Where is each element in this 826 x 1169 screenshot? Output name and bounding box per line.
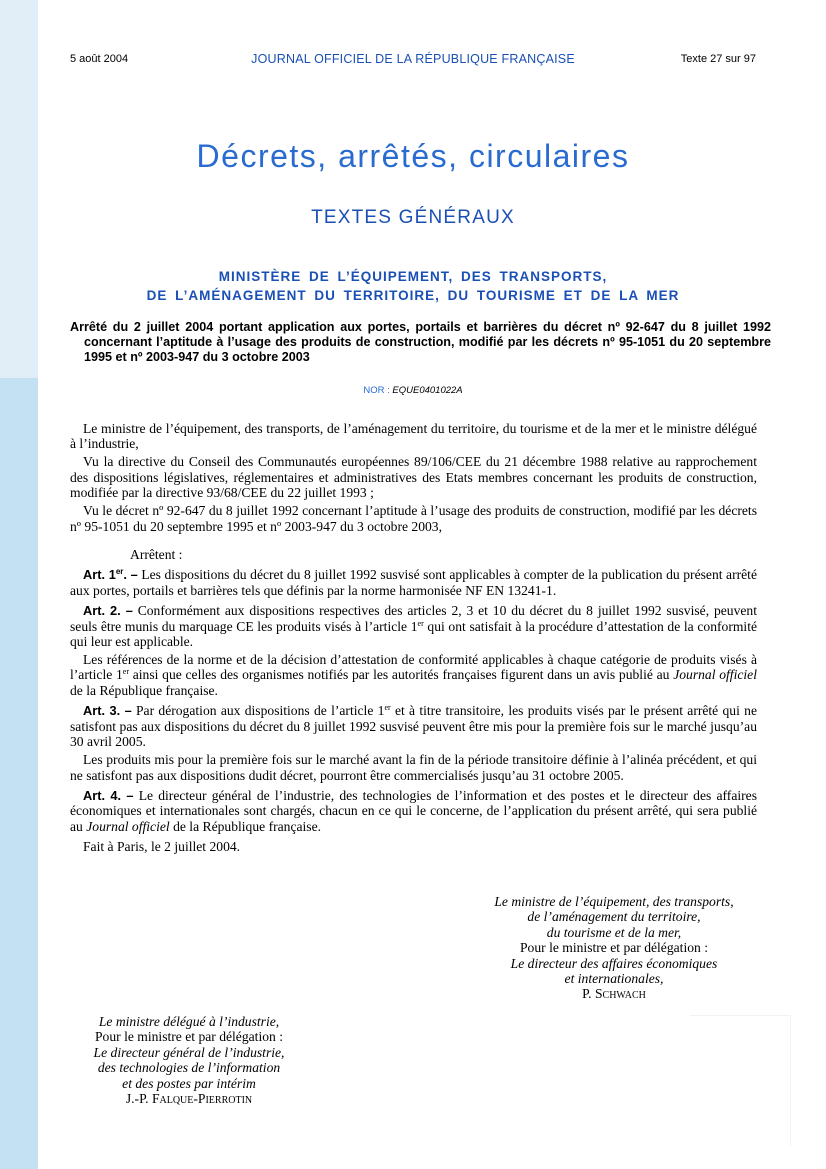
preamble-paragraph: Vu le décret nº 92-647 du 8 juillet 1992 concernant l’aptitude à l’usage des produits de construction, modifié par les décrets nº 95-1051 du 20 septembre 1995 et nº 2003-947 du 3 octobre 2003, (70, 503, 757, 534)
nor-label: NOR : (363, 385, 390, 396)
header-journal-title: JOURNAL OFFICIEL DE LA RÉPUBLIQUE FRANÇAISE (251, 52, 575, 66)
preamble-paragraph: Vu la directive du Conseil des Communautés européennes 89/106/CEE du 21 décembre 1988 relative au rapprochement des dispositions législatives, réglementaires et administratives des Etats membres concernant les produits de construction, modifiée par la directive 93/68/CEE du 22 juillet 1993 ; (70, 454, 757, 501)
signatory-name: P. Schwach (582, 986, 646, 1002)
fait-a-paris: Fait à Paris, le 2 juillet 2004. (83, 839, 241, 855)
article-4-label: Art. 4. – (83, 787, 134, 803)
signature-block-right: Le ministre de l’équipement, des transports, de l’aménagement du territoire, du tourisme et de la mer, Pour le ministre et par délégation : Le directeur des affaires économiques et internationales, P. Schwach (470, 894, 758, 1002)
ministry-line-2: DE L’AMÉNAGEMENT DU TERRITOIRE, DU TOURISME ET DE LA MER (146, 288, 680, 303)
article-3-paragraph-2: Les produits mis pour la première fois sur le marché avant la fin de la période transitoire définie à l’alinéa précédent, et qui ne satisfont pas aux dispositions dudit décret, pourront être commercialisés jusqu’au 31 octobre 2005. (70, 752, 757, 783)
faint-frame (690, 1015, 791, 1146)
signature-block-left: Le ministre délégué à l’industrie, Pour le ministre et par délégation : Le directeur général de l’industrie, des technologies de l’information et des postes par intérim J.-P. Falque-Pierrotin (70, 1014, 308, 1106)
article-2-paragraph-2: Les références de la norme et de la décision d’attestation de conformité applicables à chaque catégorie de produits visés à l’article 1er ainsi que celles des organismes notifiés par les autorités françaises figurent dans un avis publié au Journal officiel de la République française. (70, 652, 757, 698)
signatory-name: J.-P. Falque-Pierrotin (125, 1091, 253, 1107)
article-3: Art. 3. – Par dérogation aux dispositions de l’article 1er et à titre transitoire, les produits visés par le présent arrêté qui ne satisfont pas aux dispositions du décret du 8 juillet 1992 susvisé peuvent être mis pour la première fois sur le marché jusqu’au 30 avril 2005. (70, 703, 757, 750)
header-text-number: Texte 27 sur 97 (680, 53, 756, 65)
header-date: 5 août 2004 (70, 53, 129, 65)
arretent-line: Arrêtent : (130, 547, 183, 563)
ministry-heading (0, 267, 826, 305)
page-margin-band-top (0, 0, 38, 378)
nor-code: EQUE0401022A (392, 385, 463, 396)
article-2: Art. 2. – Conformément aux dispositions respectives des articles 2, 3 et 10 du décret du 8 juillet 1992 susvisé, peuvent seuls être munis du marquage CE les produits visés à l’article 1er qui ont satisfait à la procédure d’attestation de la conformité qui leur est applicable. (70, 603, 758, 650)
document-body (70, 421, 757, 857)
article-4: Art. 4. – Le directeur général de l’industrie, des technologies de l’information et des postes et le directeur des affaires économiques et internationales sont chargés, chacun en ce qui le concerne, de l’application du présent arrêté, qui sera publié au Journal officiel de la République française. (70, 787, 757, 834)
page-margin-band-bottom (0, 378, 38, 1169)
preamble-paragraph: Le ministre de l’équipement, des transports, de l’aménagement du territoire, du tourisme et de la mer et le ministre délégué à l’industrie, (70, 421, 757, 452)
nor-reference (0, 385, 826, 396)
article-1 (70, 567, 757, 598)
article-1-label: Art. 1er. – (83, 567, 138, 583)
page-header (70, 52, 756, 68)
article-1-text: Les dispositions du décret du 8 juillet 1992 susvisé sont applicables à compter de la publication du présent arrêté aux portes, portails et barrières tels que définis par la norme harmonisée NF EN 13241-1. (70, 567, 757, 598)
article-3-label: Art. 3. – (83, 703, 132, 719)
arrete-title: Arrêté du 2 juillet 2004 portant application aux portes, portails et barrières du décret nº 92-647 du 8 juillet 1992 concernant l’aptitude à l’usage des produits de construction, modifié par les décrets nº 95-1051 du 20 septembre 1995 et nº 2003-947 du 3 octobre 2003 (70, 320, 771, 364)
ministry-line-1: MINISTÈRE DE L’ÉQUIPEMENT, DES TRANSPORTS, (218, 269, 608, 284)
sub-title: TEXTES GÉNÉRAUX (311, 207, 515, 228)
section-title: Décrets, arrêtés, circulaires (196, 138, 630, 174)
article-2-label: Art. 2. – (83, 603, 133, 619)
